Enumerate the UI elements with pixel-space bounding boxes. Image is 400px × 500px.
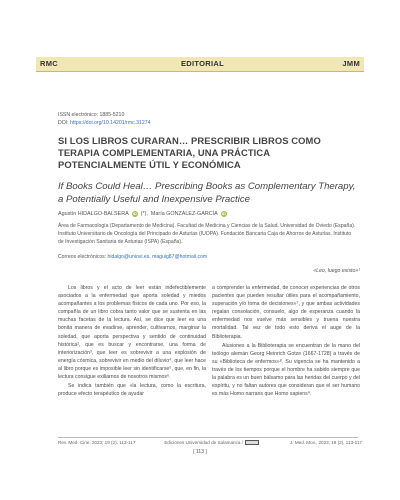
body-paragraph: Se indica también que «la lectura, como la escritura, produce efecto terapéutico de ayudar	[58, 383, 206, 398]
footer-citation-right: J. Med. Mov., 2023; 19 (2), 113-117	[289, 440, 362, 446]
body-paragraph: a comprender la enfermedad, de conocer experiencias de otros pacientes que pueden resultar útiles para el acompañamiento, superación y/o toma de decisiones»⁷, y que ambas actividades regalan consolación, consuelo, algo de esperanza cuando la enfermedad nos vuelve más sensibles y truena nuestra mortalidad. Tal vez de todo esto deriva el auge de la Biblioterapia.	[212, 285, 360, 340]
cc-license-icon[interactable]	[245, 440, 259, 445]
body-column-right	[212, 284, 360, 398]
orcid-icon[interactable]: iD	[132, 211, 137, 216]
page-number: [ 113 ]	[193, 449, 207, 455]
doi-prefix: DOI:	[58, 120, 71, 126]
email-label: Correos electrónicos:	[58, 254, 108, 260]
body-paragraph: Los libros y el acto de leer están indefectiblemente asociados a la enfermedad que aporta soledad y miedos acompañantes a los problemas físicos de cada uno. Por eso, la compañía de un libro cobra tanto valor que se sustenta en las muchas facetas de la lectura. Así, se dice que leer es una bonita manera de evadirse, aprender, cultivarnos, marginar la soledad, que aporta perspectiva y sentido de continuidad histórica², que es buscar y encontrarse, una forma de interiorización³, que leer es sobrevivir a una explosión de energía cósmica, sobrevivir en medio del diluvio⁴, que leer hace al libro porque es imposible leer sin identificarse⁵, que, en fin, la lectura consigue exiliarnos de nosotros mismos⁶.	[58, 285, 206, 381]
orcid-icon[interactable]: iD	[221, 211, 226, 216]
email-line	[58, 254, 358, 260]
issn-line: ISSN electrónico: 1885-5210	[58, 112, 125, 118]
epigraph-quote: «Leo, luego existo»¹	[313, 268, 360, 274]
affiliation-text: Área de Farmacología (Departamento de Medicina). Facultad de Medicina y Ciencias de la Salud. Universidad de Oviedo (España). Instituto Universitario de Oncología del Principado de Asturias (IUOPA). Fundación Bancaria Caja de Ahorros de Asturias. Instituto de Investigación Sanitaria de Asturias (ISPA) (España).	[58, 223, 356, 245]
page-footer	[58, 440, 362, 445]
journal-header-band	[36, 57, 364, 72]
footer-citation-left: Rev. Med. Cine. 2023; 19 (2), 113-117	[58, 440, 136, 446]
footer-publisher: Ediciones Universidad de Salamanca /	[164, 440, 261, 445]
author-line	[58, 211, 358, 217]
article-title-english: If Books Could Heal… Prescribing Books as Complementary Therapy, a Potentially Useful and Inexpensive Practice	[58, 181, 356, 205]
article-title-spanish: SI LOS LIBROS CURARAN… PRESCRIBIR LIBROS COMO TERAPIA COMPLEMENTARIA, UNA PRÁCTICA POTENCIALMENTE ÚTIL Y ECONÓMICA	[58, 135, 321, 170]
header-left-label: RMC	[40, 59, 58, 68]
author-name: Agustín HIDALGO-BALSERA	[58, 211, 129, 217]
body-column-left	[58, 284, 206, 398]
author-name: María GONZÁLEZ-GARCÍA	[150, 211, 218, 217]
header-section-label: EDITORIAL	[181, 59, 224, 68]
body-paragraph: Alusiones a la Biblioterapia se encuentran de la mano del teólogo alemán Georg Heinrich Gotze (1667-1728) a través de su «Biblioteca de enfermos»⁸. Su vigencia se ha mantenido a través de los tiempos porque el hombre ha sabido siempre que la palabra es un buen bálsamo para las heridas del cuerpo y del espíritu, y no faltan autores que consideran que el ser humano es más Homo narrans que Homo sapiens⁹.	[212, 342, 360, 398]
corresponding-marker: (*),	[140, 211, 148, 217]
header-right-label: JMM	[342, 59, 360, 68]
email-links[interactable]: hidalgo@uniovi.es, maguig87@hotmail.com	[107, 254, 208, 260]
doi-link[interactable]: https://doi.org/10.14201/rmc.31274	[70, 120, 151, 126]
doi-line	[58, 120, 151, 126]
footer-divider	[58, 437, 358, 438]
